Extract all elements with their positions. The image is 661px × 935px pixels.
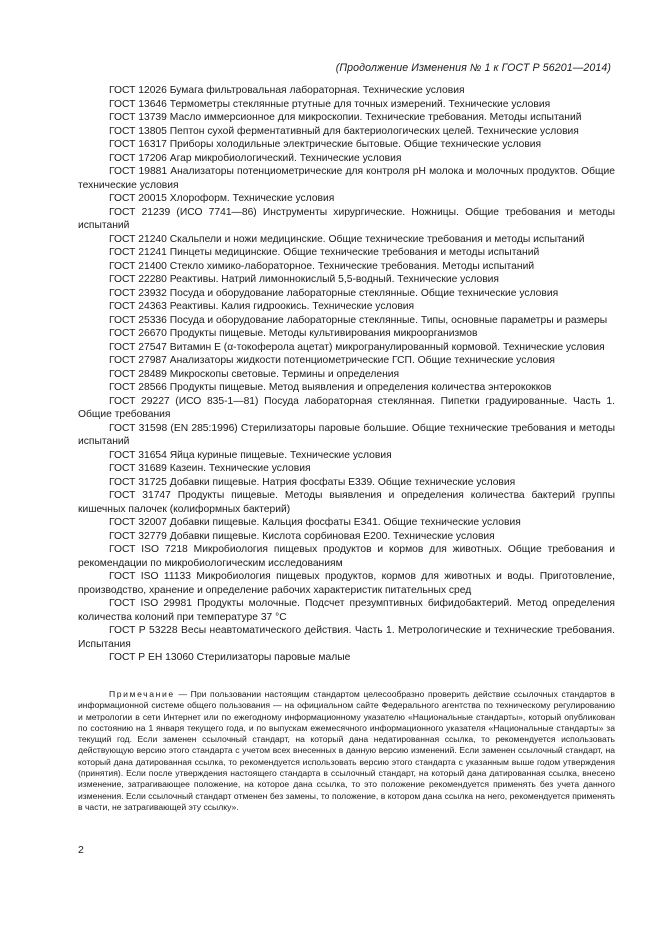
reference-item: ГОСТ 22280 Реактивы. Натрий лимоннокислый 5,5-водный. Технические условия [109,274,500,285]
reference-item: ГОСТ 20015 Хлороформ. Технические условия [109,193,335,204]
note-text: — При пользовании настоящим стандартом целесообразно проверить действие ссылочных стандартов в информационной системе общего пользования — на официальном сайте Федерального агентства по техническому регулированию и метрологии в сети Интернет или по ежегодному информационному указателю «Национальные стандарты», который опубликован по состоянию на 1 января текущего года, и по выпускам ежемесячного информационного указателя «Национальные стандарты» за текущий год. Если заменен ссылочный стандарт, на который дана недатированная ссылка, то рекомендуется использовать действующую версию этого стандарта с учетом всех внесенных в данную версию изменений. Если заменен ссылочный стандарт, на который дана датированная ссылка, то рекомендуется использовать версию этого стандарта с указанным выше годом утверждения (принятия). Если после утверждения настоящего стандарта в ссылочный стандарт, на который дана датированная ссылка, внесено изменение, затрагивающее положение, на которое дана ссылка, то это положение рекомендуется применять без учета данного изменения. Если ссылочный стандарт отменен без замены, то положение, в котором дана ссылка на него, рекомендуется применять в части, не затрагивающей эту ссылку». [78,689,615,812]
reference-item: ГОСТ 27987 Анализаторы жидкости потенциометрические ГСП. Общие технические условия [109,355,555,366]
reference-item: ГОСТ 32007 Добавки пищевые. Кальция фосфаты Е341. Общие технические условия [109,517,521,528]
note-paragraph [78,689,615,813]
reference-item: ГОСТ 21239 (ИСО 7741—86) Инструменты хирургические. Ножницы. Общие требования и методы испытаний [78,206,615,231]
reference-item: ГОСТ 21240 Скальпели и ножи медицинские. Общие технические требования и методы испытаний [109,233,585,245]
reference-item: ГОСТ 16317 Приборы холодильные электрические бытовые. Общие технические условия [109,139,542,150]
reference-item: ГОСТ 32779 Добавки пищевые. Кислота сорбиновая Е200. Технические условия [109,530,495,542]
reference-item: ГОСТ 26670 Продукты пищевые. Методы культивирования микроорганизмов [109,328,478,339]
reference-item: ГОСТ 31654 Яйца куриные пищевые. Технические условия [109,449,392,461]
reference-item: ГОСТ 13646 Термометры стеклянные ртутные для точных измерений. Технические условия [109,98,551,110]
reference-item: ГОСТ 27547 Витамин Е (α-токоферола ацетат) микрогранулированный кормовой. Технические условия [109,341,605,353]
amendment-header: (Продолжение Изменения № 1 к ГОСТ Р 56201—2014) [335,62,611,74]
page-number: 2 [78,844,84,856]
reference-item: ГОСТ ISO 29981 Продукты молочные. Подсчет презумптивных бифидобактерий. Метод определения количества колоний при температуре 37 °С [78,598,615,623]
reference-item: ГОСТ Р ЕН 13060 Стерилизаторы паровые малые [109,652,351,663]
reference-item: ГОСТ 28489 Микроскопы световые. Термины и определения [109,368,400,380]
reference-item: ГОСТ 19881 Анализаторы потенциометрические для контроля pH молока и молочных продуктов. Общие технические условия [78,166,615,191]
reference-item: ГОСТ 24363 Реактивы. Калия гидроокись. Технические условия [109,301,415,312]
reference-item: ГОСТ 17206 Агар микробиологический. Технические условия [109,152,402,164]
reference-item: ГОСТ 25336 Посуда и оборудование лабораторные стеклянные. Типы, основные параметры и размеры [109,314,608,326]
reference-item: ГОСТ 23932 Посуда и оборудование лабораторные стеклянные. Общие технические условия [109,287,559,299]
note-label: Примечание [109,689,175,699]
reference-item: ГОСТ 13739 Масло иммерсионное для микроскопии. Технические требования. Методы испытаний [109,112,582,123]
reference-item: ГОСТ 21400 Стекло химико-лабораторное. Технические требования. Методы испытаний [109,260,535,272]
references-list [78,84,615,665]
reference-item: ГОСТ ISO 11133 Микробиология пищевых продуктов, кормов для животных и воды. Приготовление, производство, хранение и определение рабочих характеристик питательных сред [78,571,615,596]
reference-item: ГОСТ 13805 Пептон сухой ферментативный для бактериологических целей. Технические условия [109,125,579,137]
reference-item: ГОСТ 21241 Пинцеты медицинские. Общие технические требования и методы испытаний [109,247,540,258]
reference-item: ГОСТ 12026 Бумага фильтровальная лабораторная. Технические условия [109,85,465,96]
reference-item: ГОСТ 31725 Добавки пищевые. Натрия фосфаты Е339. Общие технические условия [109,476,516,488]
reference-item: ГОСТ 31747 Продукты пищевые. Методы выявления и определения количества бактерий группы кишечных палочек (колиформных бактерий) [78,490,615,515]
reference-item: ГОСТ Р 53228 Весы неавтоматического действия. Часть 1. Метрологические и технические требования. Испытания [78,625,615,650]
reference-item: ГОСТ 28566 Продукты пищевые. Метод выявления и определения количества энтерококков [109,382,552,393]
reference-item: ГОСТ ISO 7218 Микробиология пищевых продуктов и кормов для животных. Общие требования и рекомендации по микробиологическим исследованиям [78,544,615,569]
reference-item: ГОСТ 31689 Казеин. Технические условия [109,463,311,474]
reference-item: ГОСТ 29227 (ИСО 835-1—81) Посуда лабораторная стеклянная. Пипетки градуированные. Часть 1. Общие требования [78,395,615,420]
reference-item: ГОСТ 31598 (EN 285:1996) Стерилизаторы паровые большие. Общие технические требования и методы испытаний [78,422,615,447]
